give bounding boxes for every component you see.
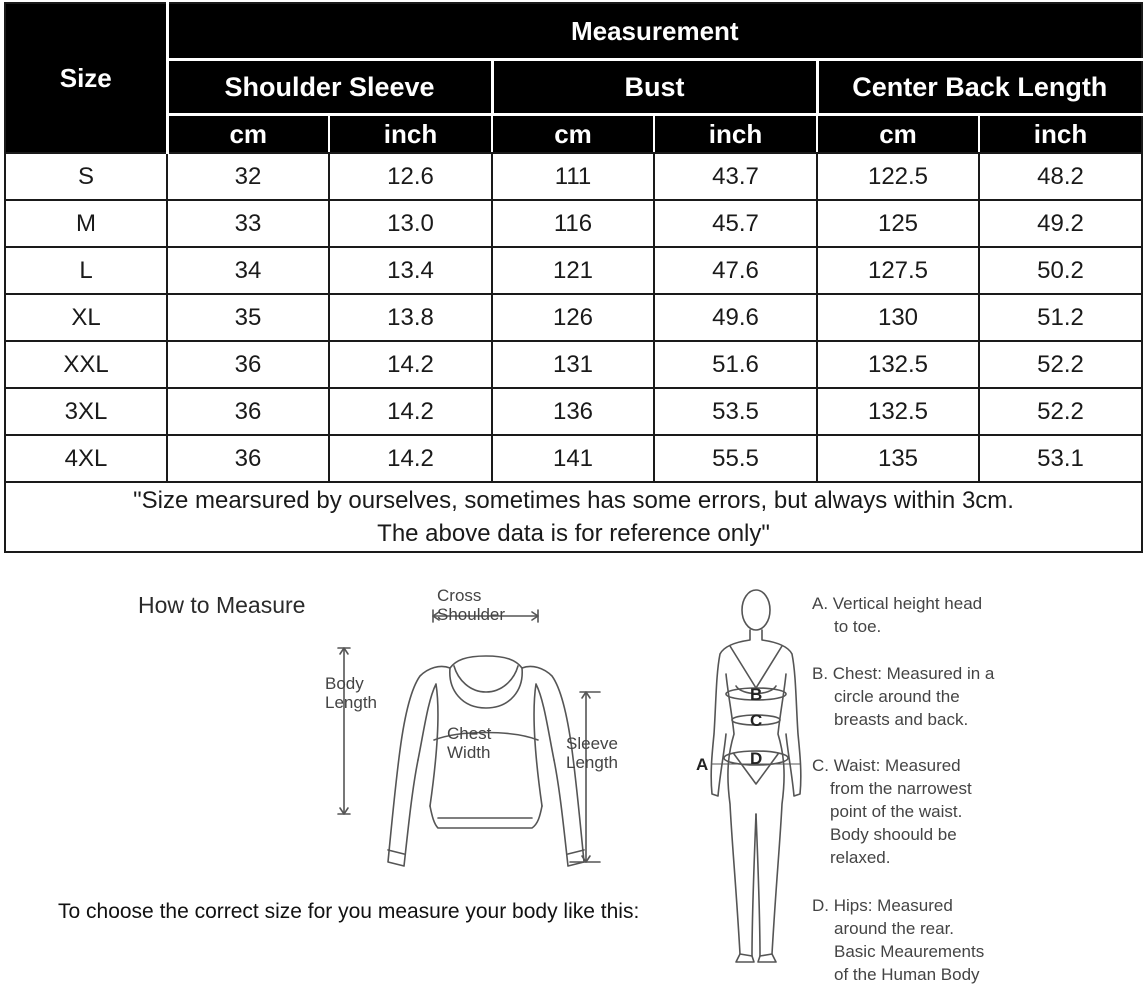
table-cell: 13.8	[329, 294, 492, 341]
table-cell: 130	[817, 294, 979, 341]
table-cell: 14.2	[329, 341, 492, 388]
table-row	[5, 200, 1142, 247]
table-cell: 53.5	[654, 388, 817, 435]
unit-header: cm	[817, 115, 979, 154]
table-cell: 14.2	[329, 435, 492, 482]
table-cell: 121	[492, 247, 654, 294]
table-cell: 47.6	[654, 247, 817, 294]
how-to-measure-title: How to Measure	[138, 592, 306, 618]
legend-item-a: A. Vertical height head to toe.	[812, 594, 983, 636]
size-cell: XL	[5, 294, 167, 341]
table-cell: 43.7	[654, 153, 817, 200]
table-cell: 12.6	[329, 153, 492, 200]
size-cell: XXL	[5, 341, 167, 388]
table-row	[5, 341, 1142, 388]
table-cell: 13.0	[329, 200, 492, 247]
group-header-bust: Bust	[492, 60, 817, 115]
table-cell: 125	[817, 200, 979, 247]
unit-header: inch	[329, 115, 492, 154]
cross-shoulder-label: Cross Shoulder	[437, 586, 506, 624]
table-cell: 50.2	[979, 247, 1142, 294]
table-row	[5, 388, 1142, 435]
table-row	[5, 435, 1142, 482]
measurement-header: Measurement	[167, 3, 1142, 60]
table-cell: 132.5	[817, 341, 979, 388]
table-cell: 52.2	[979, 341, 1142, 388]
size-cell: M	[5, 200, 167, 247]
size-header: Size	[5, 3, 167, 153]
table-cell: 127.5	[817, 247, 979, 294]
size-cell: 4XL	[5, 435, 167, 482]
table-cell: 35	[167, 294, 329, 341]
unit-header: cm	[167, 115, 329, 154]
table-cell: 49.2	[979, 200, 1142, 247]
table-cell: 36	[167, 341, 329, 388]
table-cell: 34	[167, 247, 329, 294]
table-cell: 36	[167, 388, 329, 435]
reference-note	[5, 482, 1142, 552]
table-cell: 136	[492, 388, 654, 435]
unit-header: inch	[979, 115, 1142, 154]
legend-item-c: C. Waist: Measured from the narrowest point of the waist. Body shoould be relaxed.	[812, 756, 972, 867]
group-header-shoulder-sleeve: Shoulder Sleeve	[167, 60, 492, 115]
note-line-2: The above data is for reference only"	[377, 520, 770, 547]
how-to-caption: To choose the correct size for you measure your body like this:	[58, 900, 640, 923]
table-cell: 48.2	[979, 153, 1142, 200]
unit-header: inch	[654, 115, 817, 154]
table-cell: 141	[492, 435, 654, 482]
body-marker-d: D	[750, 749, 763, 768]
size-cell: L	[5, 247, 167, 294]
table-cell: 53.1	[979, 435, 1142, 482]
note-row	[5, 482, 1142, 552]
table-cell: 45.7	[654, 200, 817, 247]
body-marker-c: C	[750, 711, 763, 730]
table-cell: 132.5	[817, 388, 979, 435]
how-to-measure-section	[0, 560, 1143, 993]
table-cell: 126	[492, 294, 654, 341]
table-cell: 49.6	[654, 294, 817, 341]
table-row	[5, 247, 1142, 294]
legend-item-b: B. Chest: Measured in a circle around the breasts and back.	[812, 664, 995, 729]
table-cell: 14.2	[329, 388, 492, 435]
table-cell: 116	[492, 200, 654, 247]
chest-width-label: Chest Width	[447, 724, 492, 762]
table-cell: 36	[167, 435, 329, 482]
legend-item-d: D. Hips: Measured around the rear. Basic Meaurements of the Human Body	[812, 896, 985, 984]
body-length-label: Body Length	[325, 674, 377, 712]
body-figure-diagram	[696, 584, 816, 974]
note-line-1: "Size mearsured by ourselves, sometimes has some errors, but always within 3cm.	[133, 487, 1014, 514]
body-marker-a: A	[696, 755, 709, 774]
table-row	[5, 294, 1142, 341]
unit-header: cm	[492, 115, 654, 154]
table-cell: 32	[167, 153, 329, 200]
table-cell: 111	[492, 153, 654, 200]
size-cell: 3XL	[5, 388, 167, 435]
size-cell: S	[5, 153, 167, 200]
group-header-center-back-length: Center Back Length	[817, 60, 1142, 115]
table-cell: 33	[167, 200, 329, 247]
body-marker-b: B	[750, 685, 763, 704]
table-row	[5, 153, 1142, 200]
table-cell: 51.6	[654, 341, 817, 388]
sleeve-length-label: Sleeve Length	[566, 734, 618, 772]
table-cell: 135	[817, 435, 979, 482]
table-cell: 55.5	[654, 435, 817, 482]
table-cell: 51.2	[979, 294, 1142, 341]
table-cell: 122.5	[817, 153, 979, 200]
table-cell: 131	[492, 341, 654, 388]
size-chart-table	[4, 2, 1143, 553]
table-cell: 13.4	[329, 247, 492, 294]
table-cell: 52.2	[979, 388, 1142, 435]
